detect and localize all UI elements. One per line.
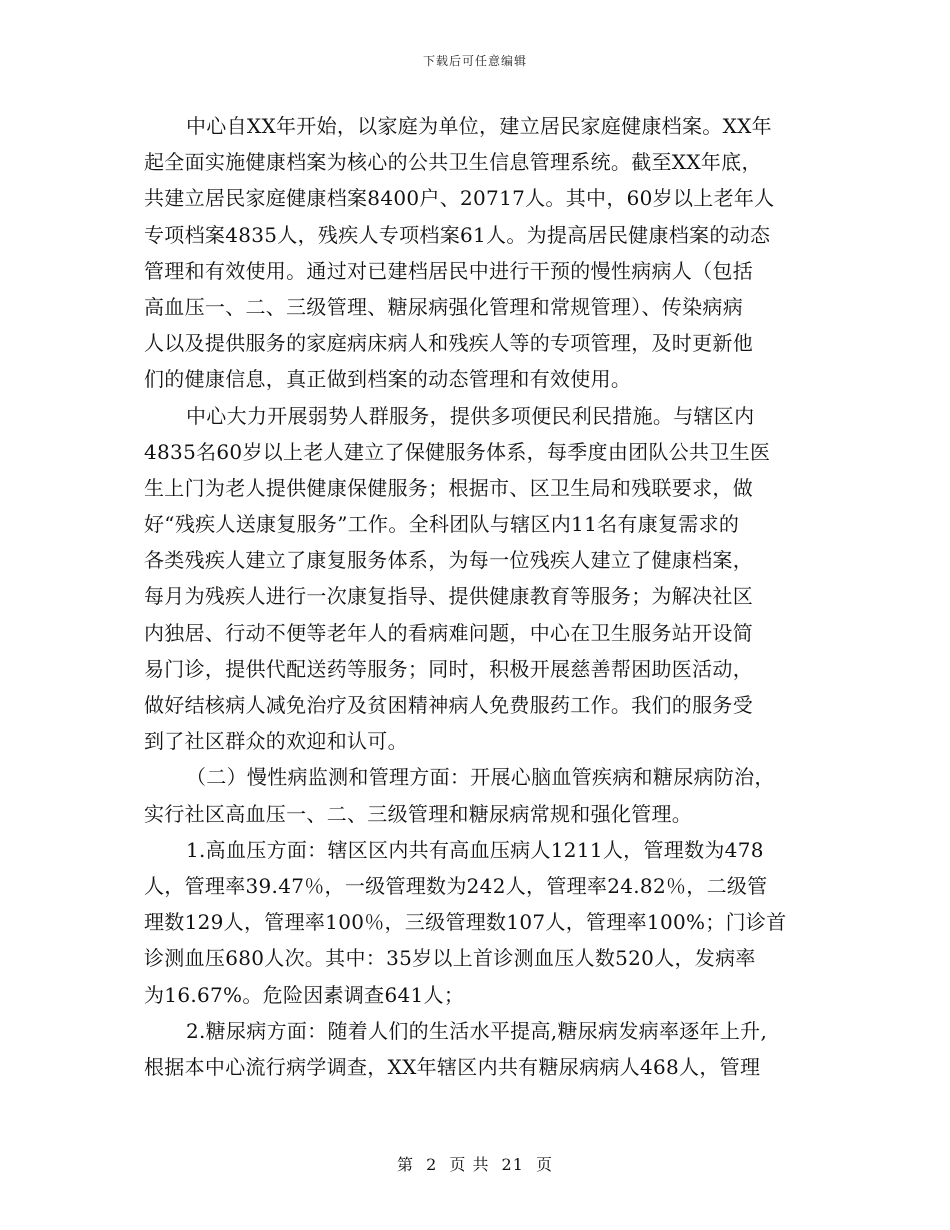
current-page-number: 2 [426,1155,438,1174]
section-heading-line-2: 实行社区高血压一、二、三级管理和糖尿病常规和强化管理。 [144,801,693,826]
paragraph-1-line-6: 高血压一、二、三级管理、糖尿病强化管理和常规管理）、传染病病 [144,294,743,319]
hypertension-line-4: 诊测血压680人次。其中：35岁以上首诊测血压人数520人，发病率 [144,946,756,971]
section-heading-line-1: （二）慢性病监测和管理方面：开展心脑血管疾病和糖尿病防治， [186,765,775,790]
diabetes-line-1: 2.糖尿病方面：随着人们的生活水平提高,糖尿病发病率逐年上升, [186,1018,768,1043]
footer-prefix: 第 [396,1155,414,1174]
paragraph-1-line-3: 共建立居民家庭健康档案8400户、20717人。其中，60岁以上老年人 [144,186,775,211]
paragraph-1-line-1: 中心自XX年开始，以家庭为单位，建立居民家庭健康档案。XX年 [186,114,772,138]
footer-suffix: 页 [536,1155,554,1174]
total-page-count: 21 [501,1155,524,1174]
paragraph-1-line-7: 人以及提供服务的家庭病床病人和残疾人等的专项管理，及时更新他 [144,331,753,356]
hypertension-line-5: 为16.67%。危险因素调查641人； [144,982,465,1007]
paragraph-1-line-5: 管理和有效使用。通过对已建档居民中进行干预的慢性病病人（包括 [144,258,753,283]
page-footer [0,1152,950,1175]
hypertension-line-3: 理数129人，管理率100％，三级管理数107人，管理率100%；门诊首 [144,910,787,935]
paragraph-2-line-6: 每月为残疾人进行一次康复指导、提供健康教育等服务；为解决社区 [144,584,753,609]
paragraph-1-line-4: 专项档案4835人，残疾人专项档案61人。为提高居民健康档案的动态 [144,222,771,247]
paragraph-2-line-10: 到了社区群众的欢迎和认可。 [144,729,408,754]
paragraph-2-line-8: 易门诊，提供代配送药等服务；同时，积极开展慈善帮困助医活动， [144,656,753,681]
paragraph-2-line-5: 各类残疾人建立了康复服务体系，为每一位残疾人建立了健康档案， [144,548,753,573]
paragraph-2-line-9: 做好结核病人减免治疗及贫困精神病人免费服药工作。我们的服务受 [144,693,753,717]
hypertension-line-2: 人，管理率39.47％，一级管理数为242人，管理率24.82％，二级管 [144,873,768,898]
diabetes-line-2: 根据本中心流行病学调查，XX年辖区内共有糖尿病病人468人，管理 [144,1054,761,1079]
hypertension-line-1: 1.高血压方面：辖区区内共有高血压病人1211人，管理数为478 [186,837,764,862]
footer-middle: 页 共 [449,1155,490,1174]
paragraph-2-line-1: 中心大力开展弱势人群服务，提供多项便民利民措施。与辖区内 [186,403,755,428]
paragraph-1-line-2: 起全面实施健康档案为核心的公共卫生信息管理系统。截至XX年底， [144,150,762,175]
paragraph-1-line-8: 们的健康信息，真正做到档案的动态管理和有效使用。 [144,367,632,392]
paragraph-2-line-2: 4835名60岁以上老人建立了保健服务体系，每季度由团队公共卫生医 [144,439,771,464]
page-header: 下载后可任意编辑 [422,54,527,68]
document-body [144,108,816,1085]
paragraph-2-line-7: 内独居、行动不便等老年人的看病难问题，中心在卫生服务站开设简 [144,620,753,645]
paragraph-2-line-4: 好“残疾人送康复服务”工作。全科团队与辖区内11名有康复需求的 [144,512,740,537]
paragraph-2-line-3: 生上门为老人提供健康保健服务；根据市、区卫生局和残联要求，做 [144,475,753,500]
